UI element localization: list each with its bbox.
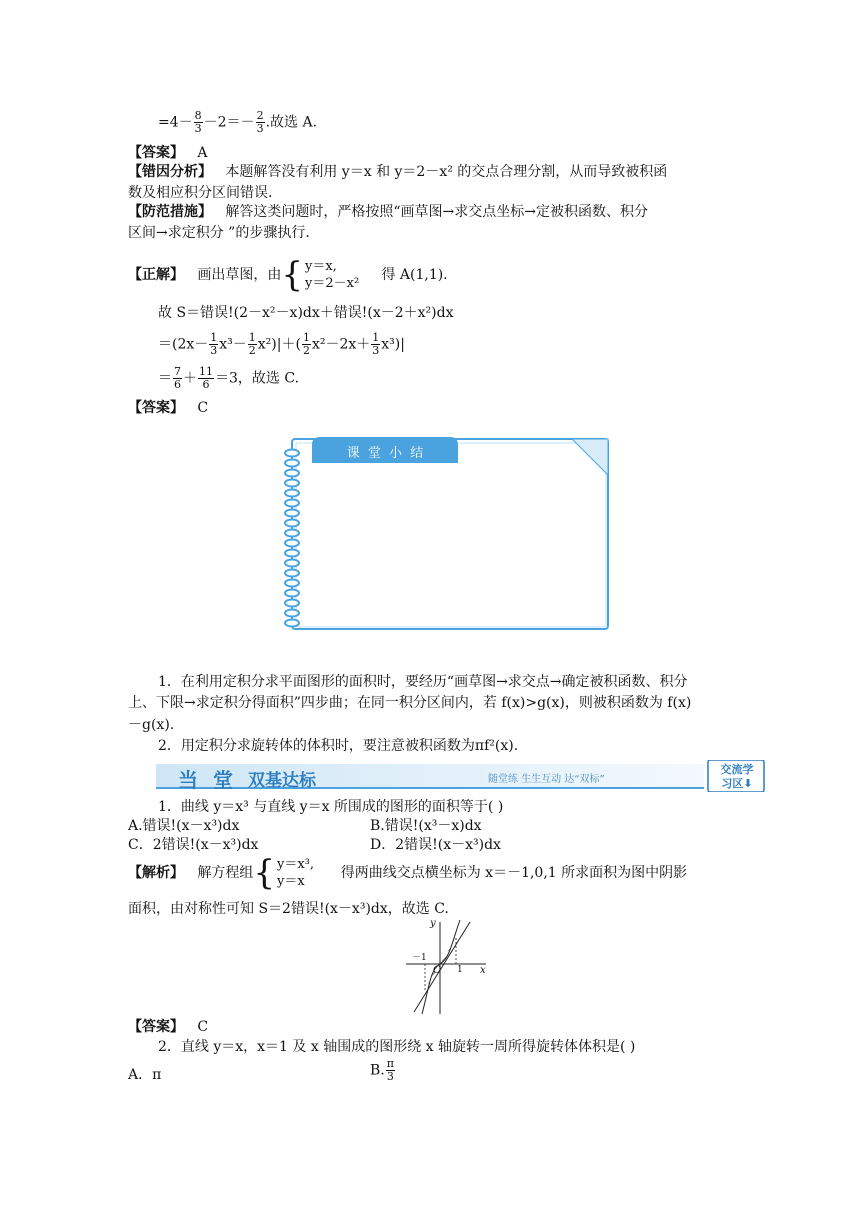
- text: 画出草图，由: [197, 267, 282, 283]
- spiral-ring: [285, 480, 299, 487]
- numerator: 8: [194, 109, 202, 122]
- text: 面积，由对称性可知 S＝2错误!(x－x³)dx，故选 C.: [128, 901, 449, 917]
- text: A．π: [128, 1067, 162, 1083]
- equation: y＝2－x²: [305, 276, 360, 291]
- q1-solution: [128, 853, 688, 893]
- fraction: [173, 366, 182, 391]
- numerator: 1: [302, 331, 310, 344]
- spiral-ring: [285, 540, 299, 547]
- error-label: 【错因分析】: [128, 164, 212, 180]
- text: B.错误!(x³－x)dx: [370, 818, 482, 834]
- graph-svg: [400, 918, 492, 1016]
- brace: {: [281, 255, 303, 295]
- answer-label: 【答案】: [128, 145, 184, 161]
- spiral-ring: [285, 620, 299, 627]
- banner-title-a: 当 堂: [178, 768, 237, 792]
- graph-tick-1: 1: [457, 965, 463, 975]
- numerator: 1: [372, 331, 380, 344]
- q1-option-a: [128, 817, 239, 835]
- integral-setup: [158, 304, 453, 322]
- spiral-ring: [285, 470, 299, 477]
- text: 1．曲线 y＝x³ 与直线 y＝x 所围成的图形的面积等于( ): [158, 799, 504, 815]
- graph-y-label: y: [430, 918, 436, 929]
- prev-result-line: [158, 110, 317, 135]
- correct-solution: [128, 255, 448, 295]
- spiral-ring: [285, 510, 299, 517]
- integral-eval: [158, 332, 405, 357]
- exchange-area-label-2: [712, 775, 762, 791]
- text: D．2错误!(x－x³)dx: [370, 837, 501, 853]
- fraction: [256, 110, 265, 135]
- cubic-graph: [400, 918, 492, 1016]
- q1-option-b: [370, 817, 482, 835]
- spiral-ring: [285, 460, 299, 467]
- equation: y＝x,: [305, 259, 337, 274]
- fraction: [194, 110, 203, 135]
- q2-option-a: [128, 1066, 161, 1084]
- text: B.: [370, 1062, 385, 1079]
- fraction: [198, 366, 214, 391]
- text: ＝(2x－: [158, 336, 209, 353]
- graph-x-label: x: [480, 965, 486, 976]
- q1-option-c: [128, 836, 258, 854]
- spiral-ring: [285, 570, 299, 577]
- fraction: [302, 332, 311, 357]
- answer-label: 【答案】: [128, 400, 184, 416]
- q2-stem: [158, 1038, 635, 1056]
- spiral-ring: [285, 560, 299, 567]
- fraction: [209, 332, 218, 357]
- banner-title-b: 双基达标: [248, 771, 316, 791]
- text: x²)|: [257, 336, 282, 353]
- denominator: 6: [174, 378, 181, 391]
- denominator: 3: [194, 122, 202, 135]
- section-banner: [156, 760, 766, 792]
- text: 故 S＝错误!(2－x²－x)dx＋错误!(x－2＋x²)dx: [158, 305, 454, 321]
- graph-tick-neg1: －1: [412, 953, 427, 963]
- text: 得 A(1,1).: [381, 267, 448, 283]
- text: 1．在利用定积分求平面图形的面积时，要经历“画草图→求交点→确定被积函数、积分: [158, 674, 688, 690]
- text: 习区: [721, 777, 744, 790]
- text: －2＝－: [203, 114, 255, 131]
- graph-origin-label: O: [433, 965, 442, 976]
- q2-option-b: [370, 1058, 396, 1083]
- summary-p1-cont2: [128, 716, 174, 734]
- text: 区间→求定积分 ”的步骤执行.: [128, 225, 310, 241]
- q1-stem: [158, 798, 503, 816]
- denominator: 6: [202, 378, 210, 391]
- numerator: 7: [174, 365, 181, 378]
- text: 解答这类问题时，严格按照“画草图→求交点坐标→定被积函数、积分: [225, 204, 648, 220]
- brace: {: [253, 853, 275, 893]
- error-analysis-cont: [128, 184, 272, 202]
- text: 2．直线 y＝x，x＝1 及 x 轴围成的图形绕 x 轴旋转一周所得旋转体体积是( ): [158, 1039, 636, 1055]
- text: x²－2x＋: [311, 336, 371, 353]
- text: 得两曲线交点横坐标为 x＝－1,0,1 所求面积为图中阴影: [340, 865, 688, 881]
- text: ＋(: [281, 336, 301, 353]
- numerator: 1: [248, 331, 256, 344]
- banner-subtitle: 随堂练 生生互动 达“双标”: [488, 774, 605, 785]
- spiral-ring: [285, 590, 299, 597]
- summary-p1: [158, 673, 688, 691]
- text: 解方程组: [197, 865, 254, 881]
- text: ＝: [158, 370, 172, 387]
- answer-value: C: [197, 400, 209, 416]
- text: 数及相应积分区间错误.: [128, 185, 273, 201]
- text: ＝3，故选 C.: [215, 370, 300, 387]
- answer-row: [128, 1018, 208, 1036]
- spiral-ring: [285, 520, 299, 527]
- summary-p1-cont: [128, 694, 691, 712]
- spiral-ring: [285, 580, 299, 587]
- notebook-title: 课 堂 小 结: [346, 446, 426, 461]
- numerator: 2: [256, 109, 264, 122]
- equation-system: [305, 258, 359, 292]
- text: ＋: [183, 370, 197, 387]
- exchange-area-label: 交流学: [720, 763, 754, 776]
- denominator: 3: [210, 344, 218, 357]
- error-analysis: [128, 163, 667, 181]
- denominator: 3: [386, 1070, 394, 1083]
- text: .故选 A.: [265, 114, 318, 131]
- denominator: 2: [302, 344, 310, 357]
- answer-label: 【答案】: [128, 1019, 184, 1035]
- spiral-ring: [285, 530, 299, 537]
- numerator: 11: [199, 365, 213, 378]
- answer-row: [128, 399, 208, 417]
- spiral-ring: [285, 610, 299, 617]
- summary-p2: [158, 737, 518, 755]
- prevention-label: 【防范措施】: [128, 204, 212, 220]
- text: x³－: [219, 336, 247, 353]
- equation: y＝x³,: [277, 857, 315, 872]
- class-summary-notebook: [282, 433, 612, 633]
- final-result: [158, 366, 299, 391]
- text: 上、下限→求定积分得面积”四步曲；在同一积分区间内，若 f(x)>g(x)，则被积函数为 f(x): [128, 695, 692, 711]
- text: 本题解答没有利用 y＝x 和 y＝2－x² 的交点合理分割，从而导致被积函: [225, 164, 668, 180]
- text: A.错误!(x－x³)dx: [128, 818, 240, 834]
- answer-value: C: [197, 1019, 209, 1035]
- spiral-ring: [285, 450, 299, 457]
- spiral-ring: [285, 600, 299, 607]
- fraction: [386, 1058, 395, 1083]
- equation-system: [277, 856, 314, 890]
- down-arrow-icon: ⬇: [743, 777, 753, 790]
- fraction: [248, 332, 257, 357]
- solution-label: 【正解】: [128, 267, 184, 283]
- equation: y＝x: [277, 874, 305, 889]
- prevention: [128, 203, 648, 221]
- text: 2．用定积分求旋转体的体积时，要注意被积函数为πf²(x).: [158, 738, 519, 754]
- fraction: [371, 332, 380, 357]
- spiral-ring: [285, 500, 299, 507]
- text: C．2错误!(x－x³)dx: [128, 837, 259, 853]
- text: －g(x).: [128, 717, 175, 733]
- text: =4－: [158, 114, 193, 131]
- denominator: 3: [372, 344, 380, 357]
- numerator: π: [386, 1057, 394, 1070]
- q1-option-d: [370, 836, 501, 854]
- denominator: 3: [256, 122, 264, 135]
- denominator: 2: [248, 344, 256, 357]
- solution-label: 【解析】: [128, 865, 184, 881]
- spiral-ring: [285, 490, 299, 497]
- q1-solution-cont: [128, 900, 449, 918]
- notebook-graphic: [282, 433, 612, 633]
- numerator: 1: [210, 331, 218, 344]
- text: x³)|: [381, 336, 405, 353]
- prevention-cont: [128, 224, 310, 242]
- answer-value: A: [197, 145, 208, 161]
- answer-row: [128, 144, 207, 162]
- spiral-ring: [285, 550, 299, 557]
